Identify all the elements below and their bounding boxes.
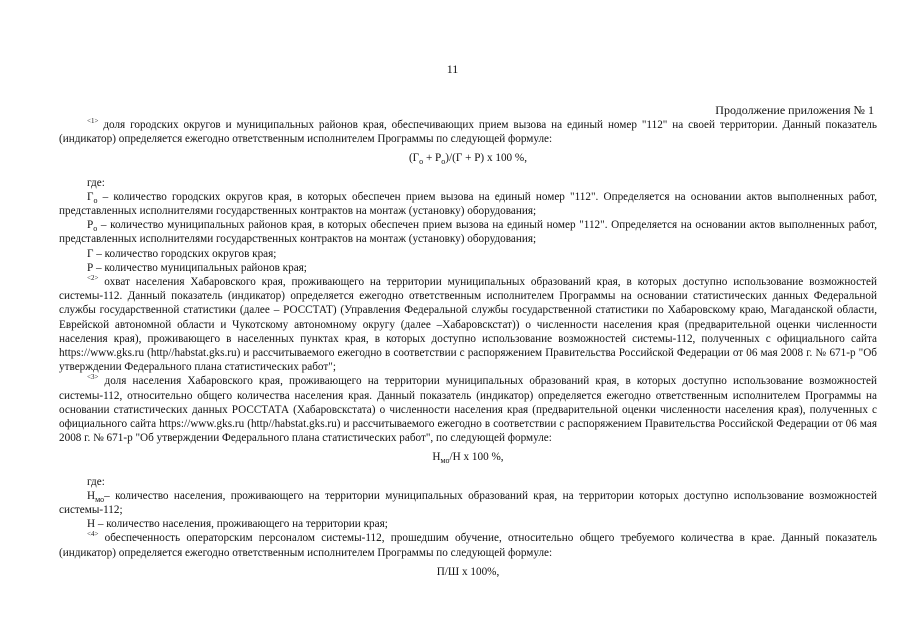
definition-symbol: Г <box>87 190 94 203</box>
where-label: где: <box>87 475 105 488</box>
formula-2 <box>59 450 877 464</box>
footnote-4-marker: <4> <box>87 530 99 539</box>
footnote-2-marker: <2> <box>87 274 99 283</box>
footnote-2-paragraph <box>59 275 877 374</box>
definition-subscript: о <box>93 224 98 234</box>
formula-2-subscript: мо <box>440 456 450 466</box>
footnote-3-text: доля населения Хабаровского края, проживающего на территории муниципальных образований края, в которых доступно использование возможностей системы-112, относительно общего количества населения края. Данный показатель (индикатор) определяется ежегодно ответственным исполнителем Программы на основании статистических данных РОССТАТА (Хабаровскстата) о численности населения края (предварительной оценки численности населения края), полученных с официального сайта https://www.gks.ru (http//habstat.gks.ru) и рассчитываемого ежегодно в соответствии с распоряжением Правительства Российской Федерации от 06 мая 2008 г. № 671-р "Об утверждении Федерального плана статистических работ", по следующей формуле: <box>59 375 877 445</box>
footnote-2-text: охват населения Хабаровского края, проживающего на территории муниципальных образований края, в которых доступно использование возможностей системы-112. Данный показатель (индикатор) определяется ежегодно ответственным исполнителем Программы на основании статистических данных Федеральной службы государственной статистики (далее – РОССТАТ) (Управления Федеральной службы государственной статистики по Хабаровскому краю, Магаданской области, Еврейской автономной области и Чукотскому автономному округу (далее –Хабаровскстат)) о численности населения края (предварительной оценки численности населения края), проживающего в населенных пунктах края, в которых доступно использование возможностей системы-112, полученных с официального сайта https://www.gks.ru (http//habstat.gks.ru) и рассчитываемого ежегодно в соответствии с распоряжением Правительства Российской Федерации от 06 мая 2008 г. № 671-р "Об утверждении Федерального плана статистических работ"; <box>59 276 877 374</box>
definition-nmo <box>59 489 877 517</box>
definition-symbol: Р <box>87 219 94 232</box>
definition-text: – количество городских округов края, в которых обеспечен прием вызова на единый номер "112". Определяется на основании актов выполненных работ, представленных исполнителями государственных контрактов на монтаж (установку) оборудования; <box>59 190 877 218</box>
definition-symbol: Н <box>87 489 96 502</box>
formula-1-part: )/(Г + Р) х 100 %, <box>445 152 528 165</box>
definition-subscript: мо <box>95 495 105 505</box>
document-body <box>59 118 877 589</box>
definition-g: Г – количество городских округов края; <box>87 247 277 260</box>
definition-r: Р – количество муниципальных районов края; <box>87 261 307 274</box>
definition-ro <box>59 218 877 246</box>
formula-1-part: + Р <box>423 152 442 165</box>
formula-1-subscript: о <box>441 157 446 167</box>
formula-2-part: /Н х 100 %, <box>449 451 504 464</box>
definition-n: Н – количество населения, проживающего на территории края; <box>87 518 388 531</box>
footnote-3-paragraph <box>59 374 877 445</box>
footnote-1-text: доля городских округов и муниципальных районов края, обеспечивающих прием вызова на единый номер "112" на своей территории. Данный показатель (индикатор) определяется ежегодно ответственным исполнителем Программы по следующей формуле: <box>59 119 877 146</box>
where-label: где: <box>87 176 105 189</box>
footnote-1-paragraph <box>59 118 877 146</box>
formula-2-part: Н <box>432 451 441 464</box>
footnote-4-paragraph <box>59 531 877 559</box>
footnote-3-marker: <3> <box>87 373 99 382</box>
formula-1 <box>59 151 877 165</box>
definition-text: – количество населения, проживающего на территории муниципальных образований края, на территории которых доступно использование возможностей системы-112; <box>59 489 877 517</box>
page-number: 11 <box>446 62 459 76</box>
definition-subscript: о <box>93 196 98 206</box>
footnote-4-text: обеспеченность операторским персоналом системы-112, прошедшим обучение, относительно общего требуемого количества в крае. Данный показатель (индикатор) определяется ежегодно ответственным исполнителем Программы по следующей формуле: <box>59 532 877 559</box>
footnote-1-marker: <1> <box>87 117 99 125</box>
definition-text: – количество муниципальных районов края, в которых обеспечен прием вызова на единый номер "112". Определяется на основании актов выполненных работ, представленных исполнителями государственных контрактов на монтаж (установку) оборудования; <box>59 219 877 246</box>
definition-go <box>59 190 877 218</box>
formula-3: П/Ш х 100%, <box>436 565 500 578</box>
formula-1-part: (Г <box>408 152 420 165</box>
formula-1-subscript: о <box>419 157 424 167</box>
appendix-continuation-label: Продолжение приложения № 1 <box>715 103 874 117</box>
